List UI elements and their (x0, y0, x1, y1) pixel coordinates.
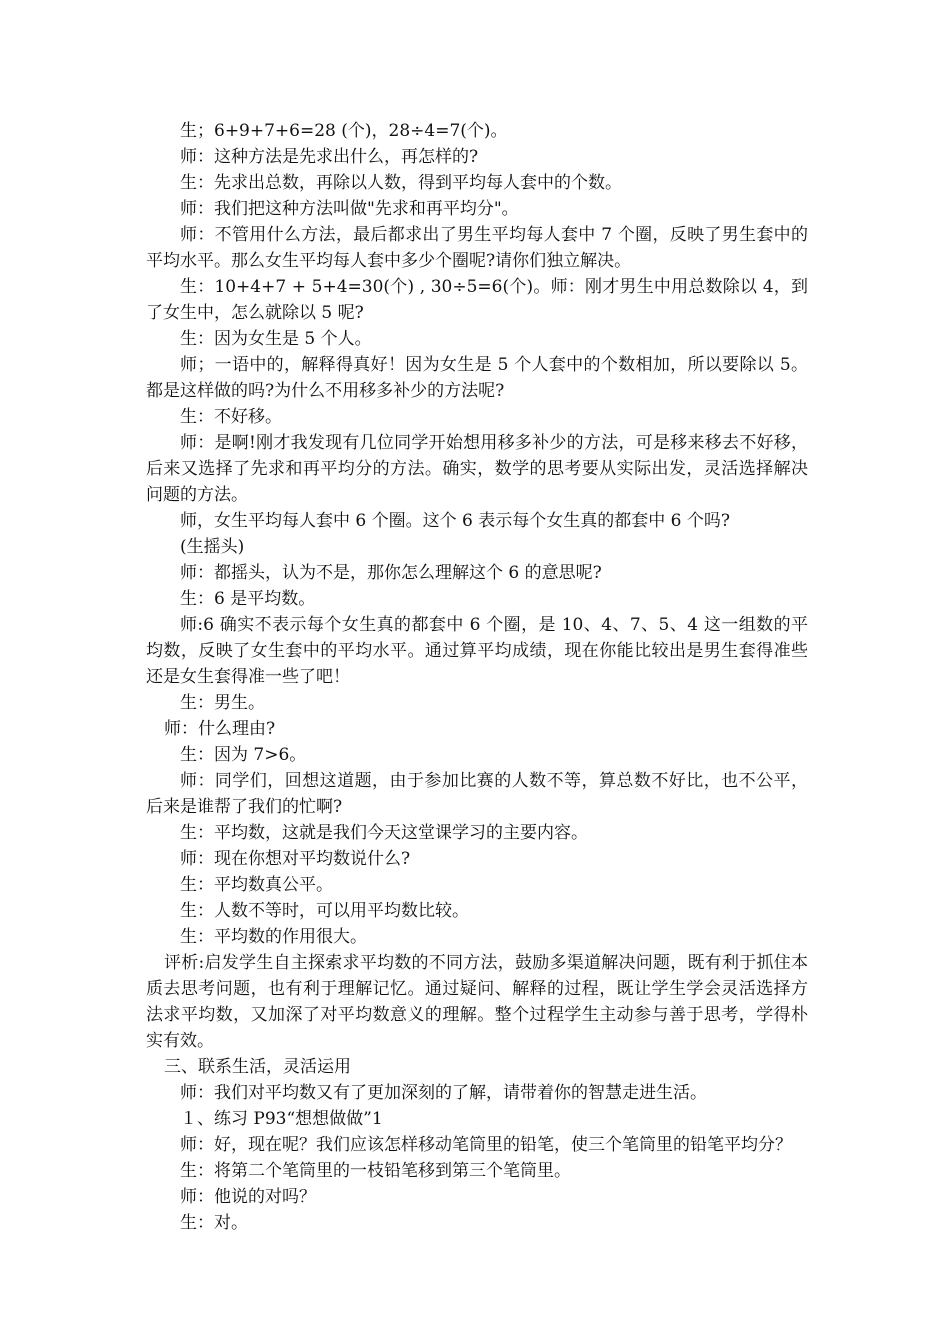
paragraph: 师：好，现在呢？我们应该怎样移动笔筒里的铅笔，使三个笔筒里的铅笔平均分？ (180, 1135, 792, 1155)
paragraph: 生：男生。 (180, 693, 265, 713)
paragraph: 生：平均数的作用很大。 (180, 927, 367, 947)
commentary-paragraph: 评析:启发学生自主探索求平均数的不同方法，鼓励多渠道解决问题，既有利于抓住本质去思考问题，也有利于理解记忆。通过疑问、解释的过程，既让学生学会灵活选择方法求平均数，又加深了对平均数意义的理解。整个过程学生主动参与善于思考，学得朴实有效。 (146, 953, 808, 1051)
paragraph: 师：同学们，回想这道题，由于参加比赛的人数不等，算总数不好比，也不公平，后来是谁帮了我们的忙啊? (146, 771, 808, 817)
document-body (146, 118, 808, 1236)
paragraph: 生：对。 (180, 1213, 248, 1233)
paragraph: 生：人数不等时，可以用平均数比较。 (180, 901, 469, 921)
paragraph: 师：都摇头，认为不是，那你怎么理解这个 6 的意思呢? (180, 563, 602, 583)
paragraph: 生：因为女生是 5 个人。 (180, 329, 372, 349)
paragraph: 生：10+4+7 + 5+4=30(个) , 30÷5=6(个)。师：刚才男生中用总数除以 4，到了女生中，怎么就除以 5 呢? (146, 277, 808, 323)
paragraph: 生：先求出总数，再除以人数，得到平均每人套中的个数。 (180, 173, 622, 193)
paragraph: 师：他说的对吗？ (180, 1187, 316, 1207)
paragraph: 师，女生平均每人套中 6 个圈。这个 6 表示每个女生真的都套中 6 个吗? (180, 511, 730, 531)
paragraph: (生摇头) (180, 537, 245, 557)
paragraph: 生：6 是平均数。 (180, 589, 316, 609)
paragraph: 师：是啊!刚才我发现有几位同学开始想用移多补少的方法，可是移来移去不好移，后来又选择了先求和再平均分的方法。确实，数学的思考要从实际出发，灵活选择解决问题的方法。 (146, 433, 808, 505)
paragraph: 师；一语中的，解释得真好！因为女生是 5 个人套中的个数相加，所以要除以 5。都是这样做的吗?为什么不用移多补少的方法呢? (146, 355, 808, 401)
paragraph: 生：因为 7>6。 (180, 745, 307, 765)
section-heading: 三、联系生活，灵活运用 (164, 1057, 351, 1077)
paragraph: 师：不管用什么方法，最后都求出了男生平均每人套中 7 个圈，反映了男生套中的平均水平。那么女生平均每人套中多少个圈呢?请你们独立解决。 (146, 225, 808, 271)
paragraph: 生；6+9+7+6=28 (个)，28÷4=7(个)。 (180, 121, 508, 141)
paragraph: 师：我们对平均数又有了更加深刻的了解，请带着你的智慧走进生活。 (180, 1083, 707, 1103)
paragraph: 师：什么理由? (164, 719, 276, 739)
paragraph: 生：不好移。 (180, 407, 282, 427)
paragraph: 师:6 确实不表示每个女生真的都套中 6 个圈，是 10、4、7、5、4 这一组数的平均数，反映了女生套中的平均水平。通过算平均成绩，现在你能比较出是男生套得准些还是女生套得准一些了吧！ (146, 615, 808, 687)
paragraph: 生：平均数真公平。 (180, 875, 333, 895)
exercise-heading: １、练习 P93“想想做做”1 (180, 1109, 383, 1129)
paragraph: 师：这种方法是先求出什么，再怎样的? (180, 147, 479, 167)
paragraph: 师：我们把这种方法叫做"先求和再平均分"。 (180, 199, 519, 219)
paragraph: 师：现在你想对平均数说什么? (180, 849, 411, 869)
paragraph: 生：将第二个笔筒里的一枝铅笔移到第三个笔筒里。 (180, 1161, 571, 1181)
paragraph: 生：平均数，这就是我们今天这堂课学习的主要内容。 (180, 823, 588, 843)
